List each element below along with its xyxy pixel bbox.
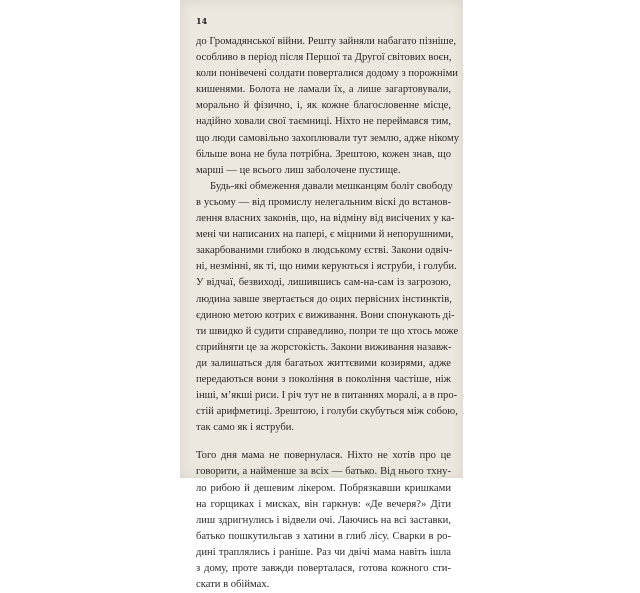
text-line: закарбованими глибоко в людському єстві. Закони одвіч- <box>196 245 453 257</box>
body-text <box>196 34 459 593</box>
text-line: марші — це всього лиш заболочене пустище. <box>196 164 401 176</box>
section-break <box>196 436 451 448</box>
text-line: ди залишаться для багатьох життєвими козирями, адже <box>196 357 451 369</box>
paragraph <box>196 448 451 593</box>
text-line: ні, незмінні, як ті, що ними керуються і яструби, і голуби. <box>196 261 457 273</box>
text-line: мені чи написаних на папері, є міцними й непорушними, <box>196 229 454 241</box>
text-line: кишенями. Болота не ламали їх, а лише загартовували, <box>196 84 451 96</box>
text-line: лиш здригнулись і відвели очі. Лаючись на всі заставки, <box>196 514 451 526</box>
text-line: передаються вони з покоління в покоління частіше, ніж <box>196 373 451 385</box>
text-line: Того дня мама не повернулася. Ніхто не хотів про це <box>196 450 451 462</box>
paragraph <box>196 34 459 179</box>
text-line: говорити, а найменше за всіх — батько. Від нього тхну- <box>196 466 451 478</box>
text-line: У відчаї, безвиході, лишившись сам-на-сам із загрозою, <box>196 277 451 289</box>
text-line: ти швидко й судити справедливо, попри те що хтось може <box>196 325 459 337</box>
text-line: в усьому — від промислу нелегальним віскі до встанов- <box>196 196 451 208</box>
text-line: надійно ховали свої таємниці. Ніхто не переймався тим, <box>196 116 451 128</box>
text-line: єдиною метою котрих є виживання. Вони спонукають ді- <box>196 309 455 321</box>
text-line: що люди самовільно захоплювали тут землю, адже нікому <box>196 132 459 144</box>
text-line: з дому, проте завжди поверталася, готова кожного сти- <box>196 563 451 574</box>
page-number: 14 <box>196 16 208 26</box>
text-line: лення власних законів, що, на відміну від висічених у ка- <box>196 213 455 225</box>
text-line: скати в обіймах. <box>196 579 270 591</box>
text-line: більше вона не була потрібна. Зрештою, кожен знав, що <box>196 148 451 160</box>
text-line: ло рибою й дешевим лікером. Побрязкавши кришками <box>196 482 451 494</box>
text-line: сприйняти це за жорстокість. Закони виживання назавж- <box>196 341 452 353</box>
text-line: до Громадянської війни. Решту зайняли набагато пізніше, <box>196 36 457 47</box>
text-line: людина завше звертається до оцих первісних інстинктів, <box>196 293 452 305</box>
text-line: морально й фізично, і, як кожне благословенне місце, <box>196 100 451 112</box>
text-line: батько пошкутильгав з хатини в глиб лісу. Сварки в ро- <box>196 530 451 542</box>
text-line: дині траплялись і раніше. Раз чи двічі мама навіть ішла <box>196 546 451 558</box>
text-line: Будь-які обмеження давали мешканцям боліт свободу <box>210 180 453 192</box>
text-line: коли понівечені солдати поверталися додому з порожніми <box>196 68 458 80</box>
book-page <box>180 0 463 591</box>
text-line: стій арифметиці. Зрештою, і голуби скубуться між собою, <box>196 406 458 418</box>
paragraph <box>196 179 459 437</box>
text-line: на горщиках і мисках, він гаркнув: «Де вечеря?» Діти <box>196 498 451 510</box>
text-line: особливо в період після Першої та Другої світових воєн, <box>196 52 452 64</box>
text-line: так само як і яструби. <box>196 422 295 434</box>
text-line: інші, м’якші риси. І річ тут не в питаннях моралі, а в про- <box>196 390 458 402</box>
